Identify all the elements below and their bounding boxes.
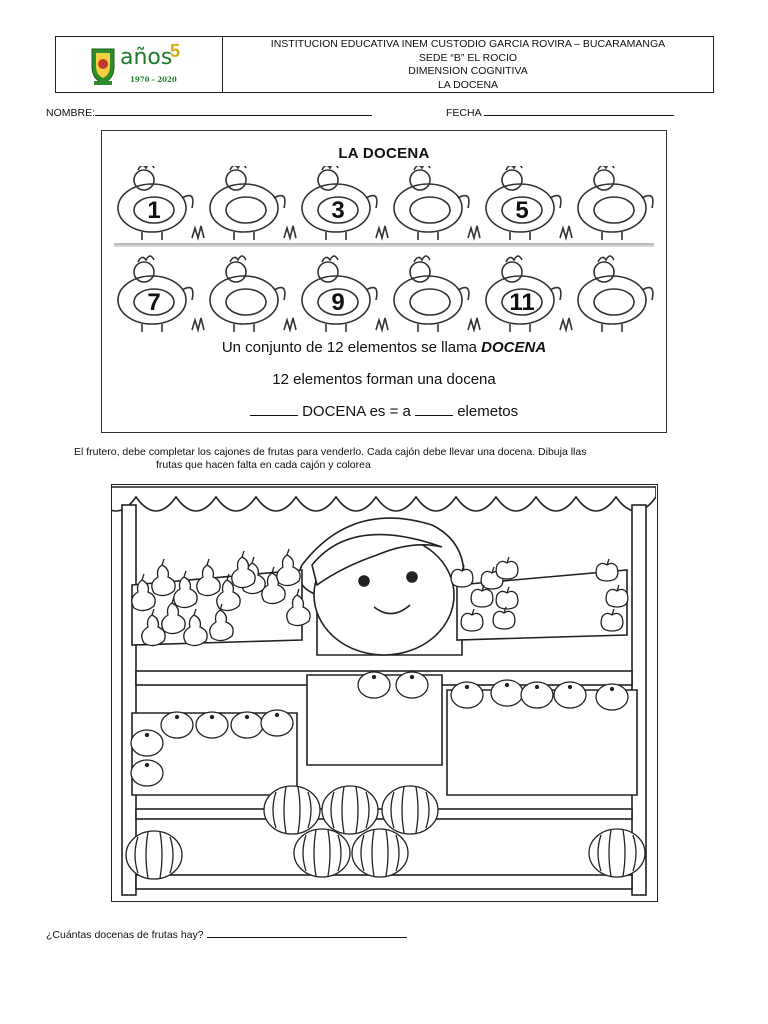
grass-icon: [376, 226, 388, 238]
orange-icon: [131, 730, 163, 756]
definition-emphasis: DOCENA: [481, 339, 547, 356]
name-row: [46, 105, 372, 119]
watermelon-icon: [382, 786, 438, 834]
hen-icon: [394, 166, 469, 240]
logo-years: 1970 - 2020: [130, 75, 177, 84]
hen-number: 11: [509, 289, 535, 316]
watermelon-icon: [322, 786, 378, 834]
header-box: [55, 36, 714, 93]
panel-title: LA DOCENA: [338, 145, 430, 162]
docena-panel: [101, 130, 667, 433]
subject-name: DIMENSION COGNITIVA: [408, 65, 528, 77]
hen-icon: [210, 166, 285, 240]
grass-icon: [192, 318, 204, 330]
logo-cell: [56, 37, 223, 92]
apple-icon: [496, 557, 518, 579]
grass-icon: [468, 226, 480, 238]
hen-number: 9: [331, 289, 345, 316]
topic-name: LA DOCENA: [437, 78, 499, 91]
fill-in-text-b: elemetos: [453, 403, 519, 420]
logo-text: años: [120, 45, 173, 70]
orange-icon: [196, 712, 228, 738]
campus-name: SEDE “B” EL ROCIO: [418, 51, 518, 64]
instructions-line-2: frutas que hacen falta en cada cajón y colorea: [156, 459, 371, 471]
orange-icon: [451, 682, 483, 708]
date-label: FECHA: [446, 107, 482, 119]
fill-in-text-a: DOCENA es = a: [297, 403, 416, 420]
grass-icon: [468, 318, 480, 330]
orange-icon: [491, 680, 523, 706]
question-text: ¿Cuántas docenas de frutas hay?: [46, 929, 204, 941]
instructions-line-1: El frutero, debe completar los cajones de frutas para venderlo. Cada cajón debe llevar una docena. Dibuja llas: [74, 446, 587, 458]
docena-fill-in: [102, 403, 666, 420]
header-text: [223, 38, 713, 92]
date-row: [446, 105, 674, 119]
apple-icon: [596, 559, 618, 581]
orange-icon: [596, 684, 628, 710]
grass-icon: [560, 318, 572, 330]
orange-icon: [161, 712, 193, 738]
hen-number: 7: [147, 289, 161, 316]
docena-statement: 12 elementos forman una docena: [272, 371, 496, 388]
orange-icon: [261, 710, 293, 736]
fruit-stand-illustration: [111, 484, 658, 902]
pear-icon: [152, 559, 175, 596]
name-field[interactable]: [95, 105, 372, 116]
hen-number: 3: [331, 197, 345, 224]
question-row: [46, 927, 407, 941]
orange-icon: [231, 712, 263, 738]
docena-definition: [102, 339, 666, 356]
watermelon-icon: [589, 829, 645, 877]
grass-icon: [192, 226, 204, 238]
orange-icon: [396, 672, 428, 698]
pear-icon: [277, 549, 300, 586]
orange-icon: [554, 682, 586, 708]
fruit-stand-drawing: [112, 485, 656, 900]
school-name: INSTITUCION EDUCATIVA INEM CUSTODIO GARCIA ROVIRA – BUCARAMANGA: [270, 38, 666, 50]
watermelon-icon: [126, 831, 182, 879]
watermelon-icon: [264, 786, 320, 834]
hens-illustration: [102, 166, 666, 361]
answer-field[interactable]: [207, 927, 407, 938]
grass-icon: [560, 226, 572, 238]
logo-number: 5: [170, 41, 181, 61]
grass-icon: [284, 318, 296, 330]
grass-icon: [284, 226, 296, 238]
name-label: NOMBRE:: [46, 107, 96, 119]
hen-icon: [210, 256, 285, 332]
watermelon-icon: [352, 829, 408, 877]
orange-icon: [521, 682, 553, 708]
watermelon-icon: [294, 829, 350, 877]
date-field[interactable]: [484, 105, 674, 116]
hen-icon: [394, 256, 469, 332]
orange-icon: [358, 672, 390, 698]
grass-icon: [376, 318, 388, 330]
docena-count-blank[interactable]: [250, 403, 298, 416]
hen-number: 5: [515, 197, 529, 224]
hen-icon: [578, 166, 653, 240]
hen-number: 1: [147, 197, 161, 224]
orange-icon: [131, 760, 163, 786]
instructions: [74, 446, 714, 472]
definition-text: Un conjunto de 12 elementos se llama: [221, 339, 482, 356]
elements-count-blank[interactable]: [415, 403, 453, 416]
hen-icon: [578, 256, 653, 332]
